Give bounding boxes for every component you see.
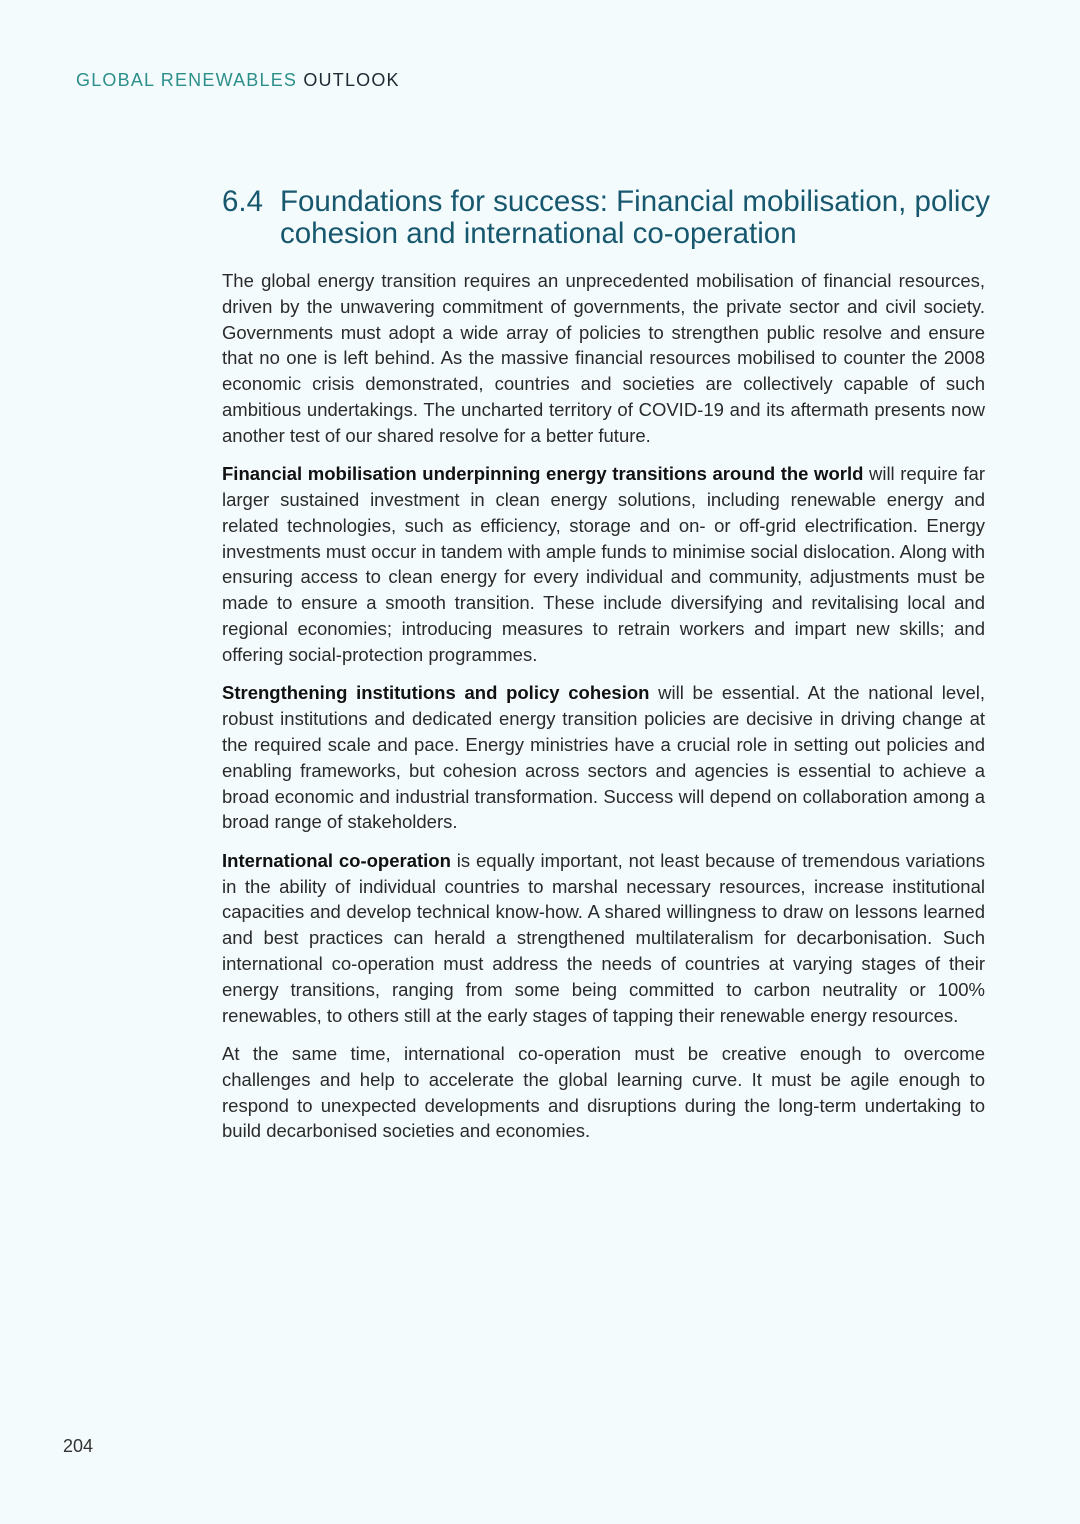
running-header xyxy=(76,70,400,91)
paragraph-text: will be essential. At the national level, robust institutions and dedicated energy transition policies are decisive in driving change at the required scale and pace. Energy ministries have a crucial role in setting out policies and enabling frameworks, but cohesion across sectors and agencies is essential to achieve a broad economic and industrial transformation. Success will depend on collaboration among a broad range of stakeholders. xyxy=(222,682,985,833)
body-text xyxy=(222,268,985,1157)
paragraph-intro xyxy=(222,268,985,449)
paragraph-text: The global energy transition requires an unprecedented mobilisation of financial resources, driven by the unwavering commitment of governments, the private sector and civil society. Governments must adopt a wide array of policies to strengthen public resolve and ensure that no one is left behind. As the massive financial resources mobilised to counter the 2008 economic crisis demonstrated, countries and societies are collectively capable of such ambitious undertakings. The uncharted territory of COVID-19 and its aftermath presents now another test of our shared resolve for a better future. xyxy=(222,270,985,446)
section-number: 6.4 xyxy=(222,185,264,218)
paragraph-text: At the same time, international co-operation must be creative enough to overcome challenges and help to accelerate the global learning curve. It must be agile enough to respond to unexpected developments and disruptions during the long-term undertaking to build decarbonised societies and economies. xyxy=(222,1043,985,1142)
section-heading xyxy=(222,186,992,250)
running-header-title: OUTLOOK xyxy=(303,70,400,90)
paragraph-institutions-policy xyxy=(222,680,985,835)
page-number: 204 xyxy=(63,1436,94,1456)
paragraph-lead: Strengthening institutions and policy cohesion xyxy=(222,682,650,704)
section-title: Foundations for success: Financial mobilisation, policy cohesion and international co-operation xyxy=(280,185,990,250)
paragraph-closing xyxy=(222,1041,985,1144)
paragraph-financial-mobilisation xyxy=(222,461,985,667)
paragraph-lead: Financial mobilisation underpinning energy transitions around the world xyxy=(222,463,864,485)
running-header-series: GLOBAL RENEWABLES xyxy=(76,70,298,90)
paragraph-lead: International co-operation xyxy=(222,849,451,871)
paragraph-international-cooperation xyxy=(222,848,985,1029)
paragraph-text: will require far larger sustained investment in clean energy solutions, including renewable energy and related technologies, such as efficiency, storage and on- or off-grid electrification. Energy investments must occur in tandem with ample funds to minimise social dislocation. Along with ensuring access to clean energy for every individual and community, adjustments must be made to ensure a smooth transition. These include diversifying and revitalising local and regional economies; introducing measures to retrain workers and impart new skills; and offering social-protection programmes. xyxy=(222,463,985,665)
paragraph-text: is equally important, not least because of tremendous variations in the ability of individual countries to marshal necessary resources, increase institutional capacities and develop technical know-how. A shared willingness to draw on lessons learned and best practices can herald a strengthened multilateralism for decarbonisation. Such international co-operation must address the needs of countries at varying stages of their energy transitions, ranging from some being committed to carbon neutrality or 100% renewables, to others still at the early stages of tapping their renewable energy resources. xyxy=(222,849,985,1026)
